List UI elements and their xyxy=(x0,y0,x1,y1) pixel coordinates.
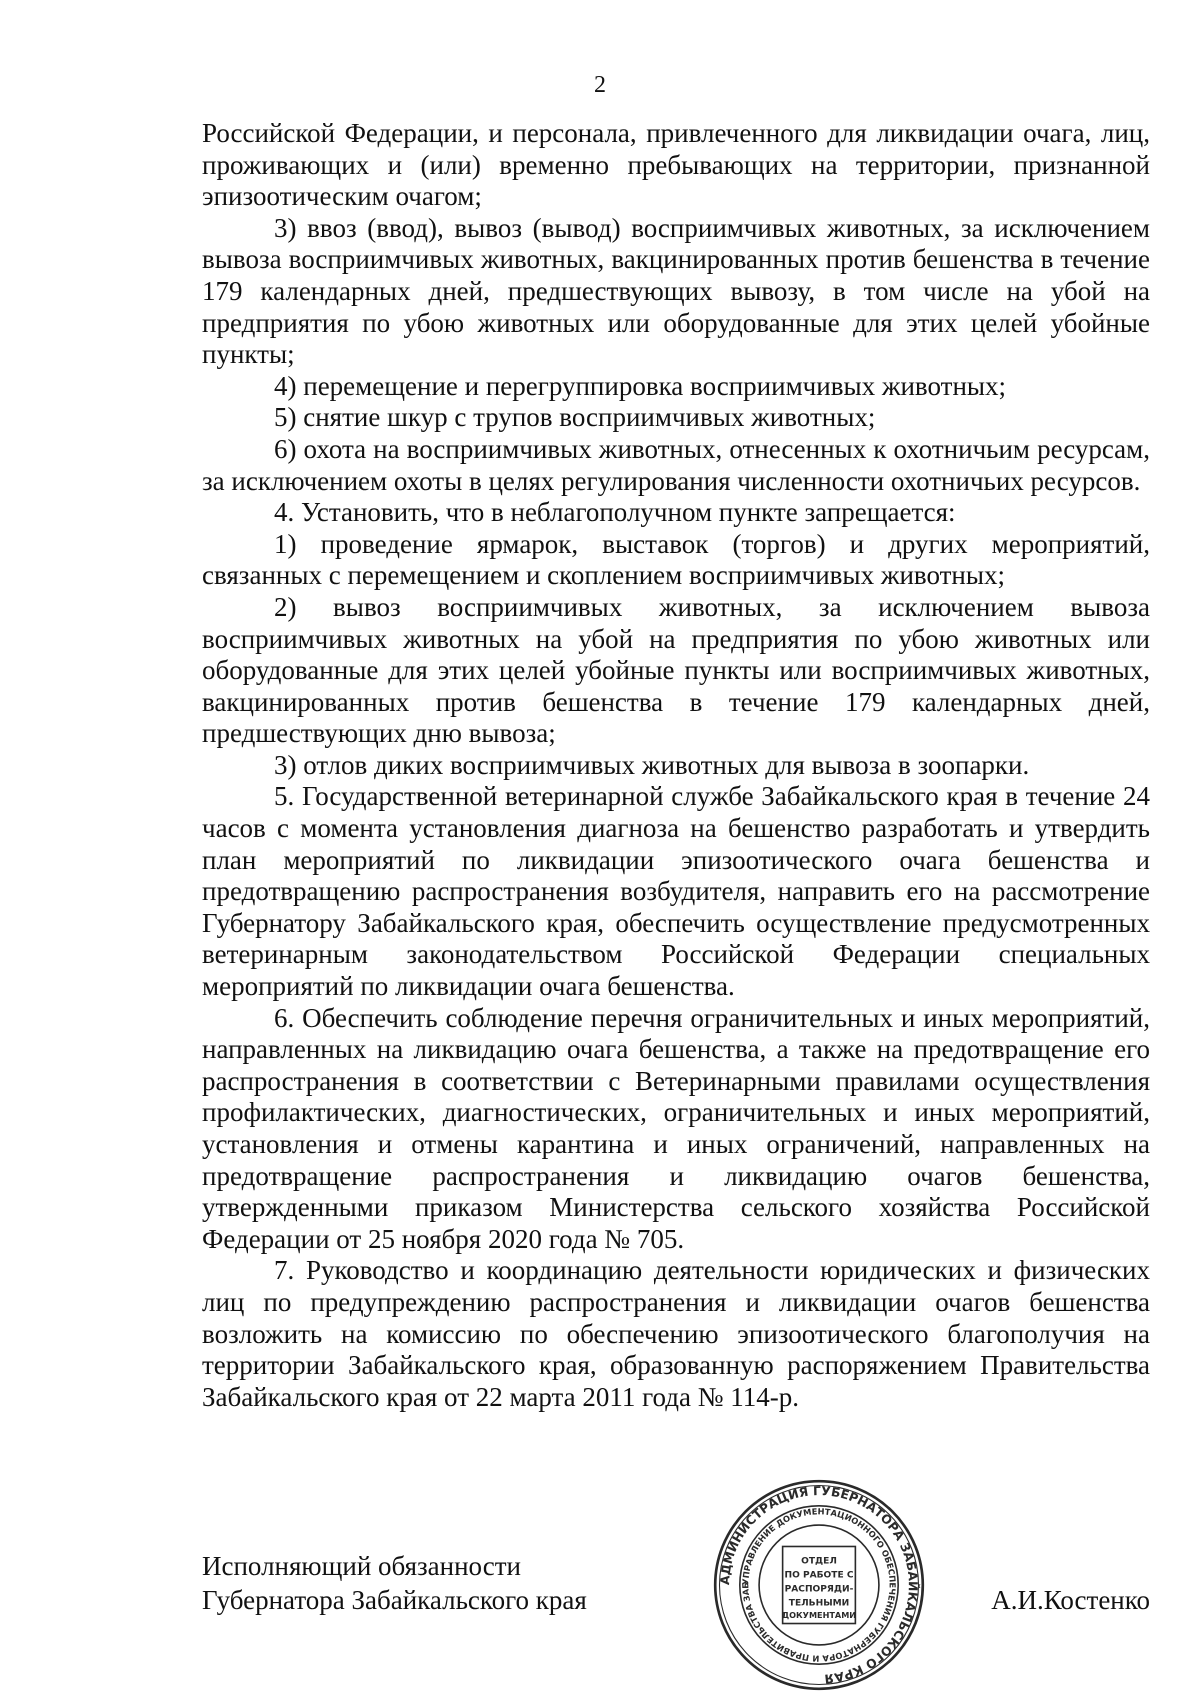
stamp-center-line-3: РАСПОРЯДИ- xyxy=(784,1584,854,1595)
official-stamp-seal xyxy=(712,1478,926,1692)
paragraph-section-4: 4. Установить, что в неблагополучном пункте запрещается: xyxy=(274,497,956,528)
stamp-center-line-2: ПО РАБОТЕ С xyxy=(784,1570,854,1581)
stamp-center-line-5: ДОКУМЕНТАМИ xyxy=(781,1610,857,1621)
page-number: 2 xyxy=(594,72,606,98)
paragraph-item-3-import: 3) ввоз (ввод), вывоз (вывод) восприимчивых животных, за исключением вывоза восприимчивых животных, вакцинированных против бешенства в течение 179 календарных дней, предшествующих вывозу, в том числе на убой на предприятия по убою животных или оборудованные для этих целей убойные пункты; xyxy=(202,212,1150,370)
stamp-center-line-4: ТЕЛЬНЫМИ xyxy=(788,1598,850,1609)
paragraph-section-4-item-2: 2) вывоз восприимчивых животных, за исключением вывоза восприимчивых животных на убой на предприятия по убою животных или оборудованные для этих целей убойные пункты или восприимчивых животных, вакцинированных против бешенства в течение 179 календарных дней, предшествующих дню вывоза; xyxy=(202,591,1150,749)
paragraph-item-4-movement: 4) перемещение и перегруппировка восприимчивых животных; xyxy=(274,370,1007,401)
signature-position-line-2: Губернатора Забайкальского края xyxy=(202,1585,587,1615)
paragraph-section-4-item-3: 3) отлов диких восприимчивых животных для вывоза в зоопарки. xyxy=(274,749,1030,780)
paragraph-section-6: 6. Обеспечить соблюдение перечня ограничительных и иных мероприятий, направленных на ликвидацию очага бешенства, а также на предотвращение его распространения в соответствии с Ветеринарными правилами осуществления профилактических, диагностических, ограничительных и иных мероприятий, установления и отмены карантина и иных ограничений, направленных на предотвращение распространения и ликвидацию очагов бешенства, утвержденными приказом Министерства сельского хозяйства Российской Федерации от 25 ноября 2020 года № 705. xyxy=(202,1002,1150,1254)
paragraph-item-5-skinning: 5) снятие шкур с трупов восприимчивых животных; xyxy=(274,402,876,433)
paragraph-section-4-item-1: 1) проведение ярмарок, выставок (торгов) и других мероприятий, связанных с перемещением и скоплением восприимчивых животных; xyxy=(202,528,1150,591)
stamp-outer-ring-text: АДМИНИСТРАЦИЯ ГУБЕРНАТОРА ЗАБАЙКАЛЬСКОГО КРАЯ xyxy=(718,1484,920,1686)
signature-position xyxy=(202,1549,587,1617)
stamp-center-line-1: ОТДЕЛ xyxy=(801,1556,837,1567)
document-body xyxy=(202,118,1150,1413)
signature-name: А.И.Костенко xyxy=(991,1585,1150,1615)
paragraph-section-5: 5. Государственной ветеринарной службе Забайкальского края в течение 24 часов с момента установления диагноза на бешенство разработать и утвердить план мероприятий по ликвидации эпизоотического очага бешенства и предотвращению распространения возбудителя, направить его на рассмотрение Губернатору Забайкальского края, обеспечить осуществление предусмотренных ветеринарным законодательством Российской Федерации специальных мероприятий по ликвидации очага бешенства. xyxy=(202,781,1150,1002)
paragraph-section-7: 7. Руководство и координацию деятельности юридических и физических лиц по предупреждению распространения и ликвидации очагов бешенства возложить на комиссию по обеспечению эпизоотического благополучия на территории Забайкальского края, образованную распоряжением Правительства Забайкальского края от 22 марта 2011 года № 114-р. xyxy=(202,1255,1150,1412)
stamp-inner-ring-text: УПРАВЛЕНИЕ ДОКУМЕНТАЦИОННОГО ОБЕСПЕЧЕНИЯ ГУБЕРНАТОРА И ПРАВИТЕЛЬСТВА ЗАБ xyxy=(740,1506,898,1664)
paragraph-item-6-hunting: 6) охота на восприимчивых животных, отнесенных к охотничьим ресурсам, за исключением охоты в целях регулирования численности охотничьих ресурсов. xyxy=(202,433,1150,496)
signature-position-line-1: Исполняющий обязанности xyxy=(202,1551,521,1581)
paragraph-continuation: Российской Федерации, и персонала, привлеченного для ликвидации очага, лиц, проживающих и (или) временно пребывающих на территории, признанной эпизоотическим очагом; xyxy=(202,118,1150,212)
